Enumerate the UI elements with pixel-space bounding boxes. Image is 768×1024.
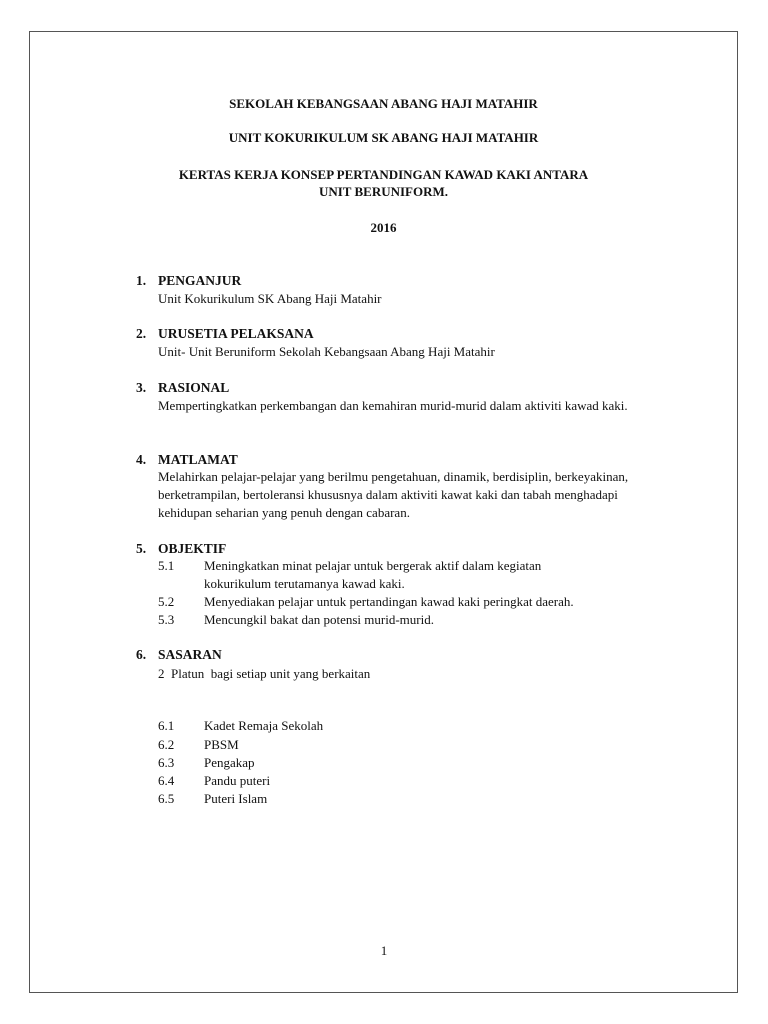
section-number: 5. [136,541,147,556]
section-number: 2. [136,326,147,341]
item-number: 6.2 [158,737,175,752]
item-text: Meningkatkan minat pelajar untuk bergerak aktif dalam kegiatan kokurikulum terutamanya kawad kaki. [204,558,542,591]
section-5-title [136,540,226,557]
document-year: 2016 [370,220,397,235]
section-number: 6. [136,647,147,662]
item-text: Menyediakan pelajar untuk pertandingan kawad kaki peringkat daerah. [204,594,574,609]
page-number: 1 [380,943,388,958]
section-2-body: Unit- Unit Beruniform Sekolah Kebangsaan Abang Haji Matahir [158,344,495,359]
item-text: PBSM [204,737,239,752]
section-1-body: Unit Kokurikulum SK Abang Haji Matahir [158,291,382,306]
document-title-line2: UNIT BERUNIFORM. [318,184,449,199]
section-6-title [136,646,222,663]
section-4-title [136,451,238,468]
unit-name: UNIT KOKURIKULUM SK ABANG HAJI MATAHIR [228,130,539,145]
section-number: 3. [136,380,147,395]
item-number: 6.5 [158,791,175,806]
section-heading: MATLAMAT [158,452,238,467]
item-text: Puteri Islam [204,791,268,806]
item-number: 6.3 [158,755,175,770]
section-4-body: Melahirkan pelajar-pelajar yang berilmu pengetahuan, dinamik, berdisiplin, berkeyakinan, berketrampilan, bertoleransi khususnya dalam aktiviti kawat kaki dan tabah menghadapi kehidupan seharian yang penuh dengan cabaran. [158,469,629,520]
item-number: 5.3 [158,612,175,627]
item-number: 5.1 [158,558,175,573]
section-heading: SASARAN [158,647,222,662]
section-3-title [136,379,229,396]
section-heading: URUSETIA PELAKSANA [158,326,314,341]
item-number: 5.2 [158,594,175,609]
section-2-title [136,325,314,342]
section-heading: OBJEKTIF [158,541,227,556]
item-text: Pandu puteri [204,773,271,788]
school-name: SEKOLAH KEBANGSAAN ABANG HAJI MATAHIR [229,96,538,111]
item-text: Pengakap [204,755,255,770]
item-text: Mencungkil bakat dan potensi murid-murid. [204,612,434,627]
section-heading: PENGANJUR [158,273,242,288]
document-title-line1: KERTAS KERJA KONSEP PERTANDINGAN KAWAD KAKI ANTARA [178,167,589,182]
section-heading: RASIONAL [158,380,230,395]
section-1-title [136,272,241,289]
item-number: 6.1 [158,718,175,733]
section-number: 1. [136,273,147,288]
item-text: Kadet Remaja Sekolah [204,718,324,733]
section-3-body: Mempertingkatkan perkembangan dan kemahiran murid-murid dalam aktiviti kawad kaki. [158,398,628,413]
item-number: 6.4 [158,773,175,788]
section-6-body: 2 Platun bagi setiap unit yang berkaitan [158,666,371,681]
section-number: 4. [136,452,147,467]
